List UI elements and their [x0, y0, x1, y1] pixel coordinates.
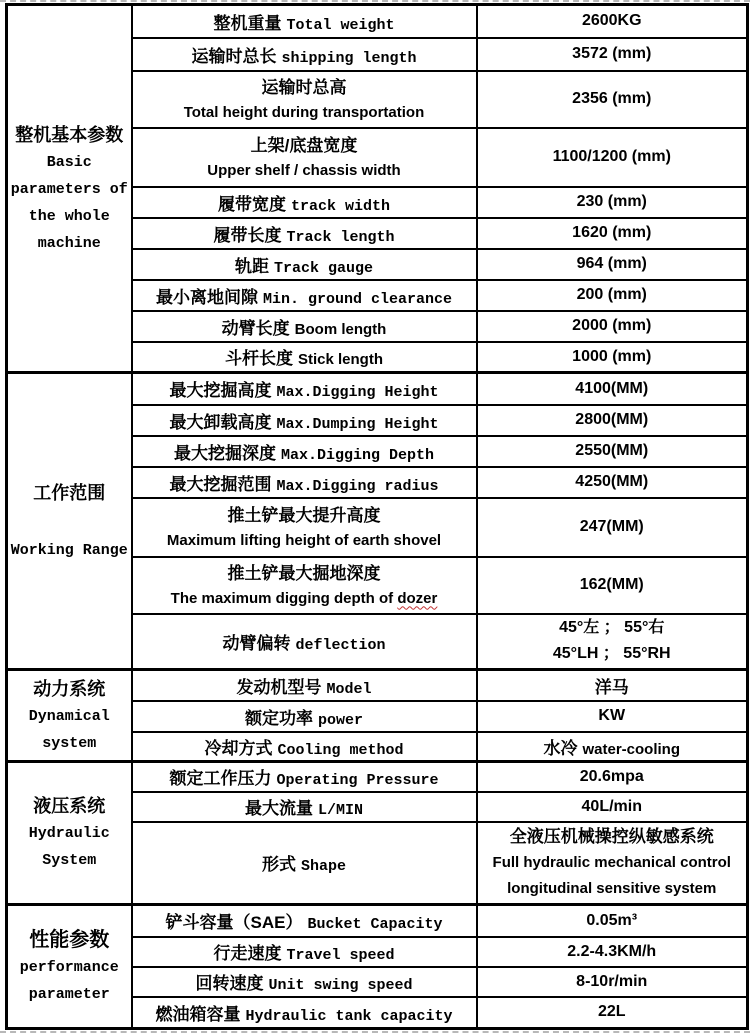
value-text: 162(MM): [579, 576, 644, 593]
section-dynamical-system: [7, 670, 748, 762]
value-text: 45°LH ； 55°RH: [552, 645, 671, 663]
param-cell: [132, 967, 477, 997]
param-label-cn: 上架/底盘宽度: [250, 135, 358, 155]
param-cell: [132, 342, 477, 373]
category-label-en: the whole: [28, 207, 110, 225]
value-text: 45°左 ； 55°右: [559, 619, 665, 637]
value-cell: [477, 187, 748, 218]
param-label-cn: 履带长度: [213, 225, 282, 245]
category-label-en: System: [42, 852, 97, 869]
param-label-en: Unit swing speed: [268, 977, 413, 994]
param-cell: [132, 38, 477, 71]
value-cell: [477, 373, 748, 405]
spec-row: [7, 905, 748, 937]
param-label-cn: 最大挖掘高度: [169, 381, 272, 401]
value-cell: [477, 670, 748, 701]
param-cell: [132, 280, 477, 311]
value-cell: [477, 557, 748, 614]
param-label-cn: 回转速度: [195, 974, 264, 993]
value-cell: [477, 905, 748, 937]
value-cell: [477, 937, 748, 967]
page-boundary-top-dashed-line: [0, 0, 750, 2]
value-text: 1620 (mm): [572, 224, 652, 241]
value-text-cn: 水冷: [543, 738, 578, 758]
param-label-cn: 形式: [261, 855, 296, 875]
value-text: 0.05m³: [586, 911, 638, 929]
param-label-en: Hydraulic tank capacity: [245, 1007, 453, 1025]
param-label-cn: 铲斗容量（SAE）: [165, 913, 303, 933]
param-cell: [132, 405, 477, 436]
param-label-cn: 行走速度: [213, 944, 282, 963]
param-label-en: shipping length: [281, 49, 417, 67]
spec-row: [7, 373, 748, 405]
value-cell: [477, 822, 748, 905]
category-label-en: performance: [19, 958, 119, 976]
param-label-cn: 斗杆长度: [224, 349, 293, 369]
param-label-en: Total height during transportation: [183, 103, 425, 121]
param-label-en: deflection: [295, 636, 386, 654]
param-label-en: Min. ground clearance: [262, 290, 453, 308]
spec-row: [7, 5, 748, 38]
param-label-en: Max.Digging radius: [276, 477, 439, 495]
param-label-cn: 最大挖掘深度: [173, 443, 276, 463]
param-cell: [132, 128, 477, 187]
value-cell: [477, 405, 748, 436]
value-cell: [477, 249, 748, 280]
param-label-en: track width: [290, 197, 391, 215]
param-cell: [132, 557, 477, 614]
machine-spec-table: [5, 3, 749, 1030]
param-label-en: Model: [326, 680, 372, 698]
param-label-cn: 最小离地间隙: [155, 287, 258, 307]
category-label-en: Hydraulic: [28, 825, 110, 842]
param-label-cn: 运输时总高: [261, 77, 347, 97]
param-label-cn: 履带宽度: [217, 194, 286, 214]
param-cell: [132, 762, 477, 792]
param-cell: [132, 792, 477, 822]
param-cell: [132, 467, 477, 498]
param-label-en: Max.Digging Depth: [280, 446, 435, 464]
category-label-cn: 工作范围: [33, 482, 106, 503]
param-label-en: Cooling method: [277, 741, 404, 759]
value-text: KW: [598, 707, 626, 724]
category-cell-working-range: [7, 373, 132, 670]
category-label-en: Basic: [46, 153, 92, 171]
param-label-cn: 额定工作压力: [169, 769, 272, 789]
category-label-cn: 性能参数: [29, 928, 110, 951]
value-cell: [477, 614, 748, 670]
value-text-en: Full hydraulic mechanical control: [492, 853, 731, 871]
category-label-en: parameters of: [10, 180, 128, 198]
param-label-en: The maximum digging depth of dozer: [170, 589, 438, 607]
param-label-cn: 最大卸载高度: [169, 412, 272, 432]
param-label-en: Operating Pressure: [276, 772, 439, 790]
value-cell: [477, 792, 748, 822]
param-label-cn: 发动机型号: [236, 677, 322, 697]
param-label-en: Max.Dumping Height: [276, 415, 439, 433]
param-label-en: Bucket Capacity: [307, 916, 443, 934]
value-text: 247(MM): [579, 518, 644, 535]
category-label-en: Dynamical: [28, 707, 110, 725]
value-cell: [477, 967, 748, 997]
category-label-cn: 液压系统: [33, 796, 106, 816]
param-label-cn: 动臂偏转: [222, 633, 291, 653]
section-basic-parameters: [7, 5, 748, 373]
param-label-en: Travel speed: [286, 947, 395, 964]
value-cell: [477, 436, 748, 467]
value-text: 8-10r/min: [576, 972, 648, 990]
param-cell: [132, 937, 477, 967]
value-text: 4250(MM): [575, 473, 649, 490]
value-cell: [477, 342, 748, 373]
param-label-en: Maximum lifting height of earth shovel: [166, 531, 442, 549]
category-label-en: Working Range: [10, 541, 128, 559]
value-cell: [477, 467, 748, 498]
param-label-en: Track length: [286, 228, 395, 246]
param-label-cn: 燃油箱容量: [155, 1004, 241, 1024]
section-performance-parameter: [7, 905, 748, 1029]
param-label-cn: 整机重量: [213, 13, 282, 33]
misspelled-word: dozer: [397, 589, 438, 607]
category-cell-basic-parameters: [7, 5, 132, 373]
param-label-en: Stick length: [297, 351, 383, 369]
value-cell: [477, 311, 748, 342]
param-label-en: Shape: [300, 858, 346, 876]
param-label-cn: 最大流量: [244, 799, 313, 818]
value-text: 2356 (mm): [572, 90, 652, 107]
value-text: 3572 (mm): [572, 45, 652, 62]
param-cell: [132, 311, 477, 342]
param-cell: [132, 436, 477, 467]
param-cell: [132, 701, 477, 732]
value-text: 20.6mpa: [579, 767, 644, 785]
value-text: 2.2-4.3KM/h: [567, 942, 657, 960]
value-cell: [477, 38, 748, 71]
param-cell: [132, 997, 477, 1029]
category-label-cn: 整机基本参数: [15, 124, 124, 145]
param-label-en: Total weight: [286, 16, 395, 34]
param-cell: [132, 71, 477, 128]
value-cell: [477, 71, 748, 128]
value-text: 2800(MM): [575, 411, 649, 428]
spec-row: [7, 762, 748, 792]
param-label-en: L/MIN: [317, 802, 363, 819]
value-text: 230 (mm): [576, 193, 647, 210]
value-cell: [477, 5, 748, 38]
param-cell: [132, 732, 477, 762]
param-label-cn: 最大挖掘范围: [169, 474, 272, 494]
value-text: 4100(MM): [575, 379, 649, 397]
value-cell: [477, 128, 748, 187]
value-cell: [477, 218, 748, 249]
param-cell: [132, 614, 477, 670]
value-cell: [477, 701, 748, 732]
param-label-cn: 额定功率: [244, 708, 313, 728]
param-cell: [132, 5, 477, 38]
value-text: 1000 (mm): [572, 347, 652, 365]
param-label-cn: 推土铲最大提升高度: [227, 505, 381, 525]
param-cell: [132, 498, 477, 557]
param-cell: [132, 905, 477, 937]
value-text: 2000 (mm): [572, 317, 652, 334]
value-cell: [477, 762, 748, 792]
value-cell: [477, 280, 748, 311]
page-boundary-bottom-dashed-line: [0, 1031, 750, 1033]
param-label-cn: 轨距: [234, 256, 269, 276]
section-working-range: [7, 373, 748, 670]
value-text-cn: 全液压机械操控纵敏感系统: [509, 826, 714, 846]
value-text: 964 (mm): [576, 255, 647, 272]
value-text: 22L: [597, 1003, 626, 1021]
category-label-en: machine: [37, 234, 101, 252]
value-text-en: longitudinal sensitive system: [507, 879, 717, 897]
value-cell: [477, 732, 748, 762]
value-text: 200 (mm): [576, 286, 647, 303]
value-text: 2550(MM): [575, 442, 649, 459]
spec-row: [7, 670, 748, 701]
param-label-cn: 推土铲最大掘地深度: [227, 563, 381, 583]
param-label-cn: 冷却方式: [204, 738, 273, 758]
value-text: 2600KG: [581, 12, 642, 30]
section-hydraulic-system: [7, 762, 748, 905]
category-cell-dynamical-system: [7, 670, 132, 762]
category-label-en: parameter: [28, 985, 110, 1003]
value-text-en: water-cooling: [582, 740, 680, 758]
param-label-en: Boom length: [294, 320, 387, 338]
category-cell-performance-parameter: [7, 905, 132, 1029]
value-cell: [477, 498, 748, 557]
param-cell: [132, 373, 477, 405]
value-cell: [477, 997, 748, 1029]
param-cell: [132, 249, 477, 280]
param-label-cn: 动臂长度: [221, 318, 290, 338]
value-text: 1100/1200 (mm): [552, 148, 671, 165]
param-label-cn: 运输时总长: [191, 46, 277, 66]
value-text: 洋马: [594, 677, 629, 697]
param-cell: [132, 187, 477, 218]
param-cell: [132, 218, 477, 249]
param-label-en: power: [317, 711, 363, 729]
param-label-en: Upper shelf / chassis width: [207, 161, 401, 179]
category-label-cn: 动力系统: [33, 678, 106, 699]
param-cell: [132, 822, 477, 905]
param-cell: [132, 670, 477, 701]
category-label-en: system: [42, 734, 97, 752]
param-label-en: Max.Digging Height: [276, 384, 439, 402]
value-text: 40L/min: [581, 797, 642, 815]
param-label-en: Track gauge: [273, 259, 374, 277]
category-cell-hydraulic-system: [7, 762, 132, 905]
